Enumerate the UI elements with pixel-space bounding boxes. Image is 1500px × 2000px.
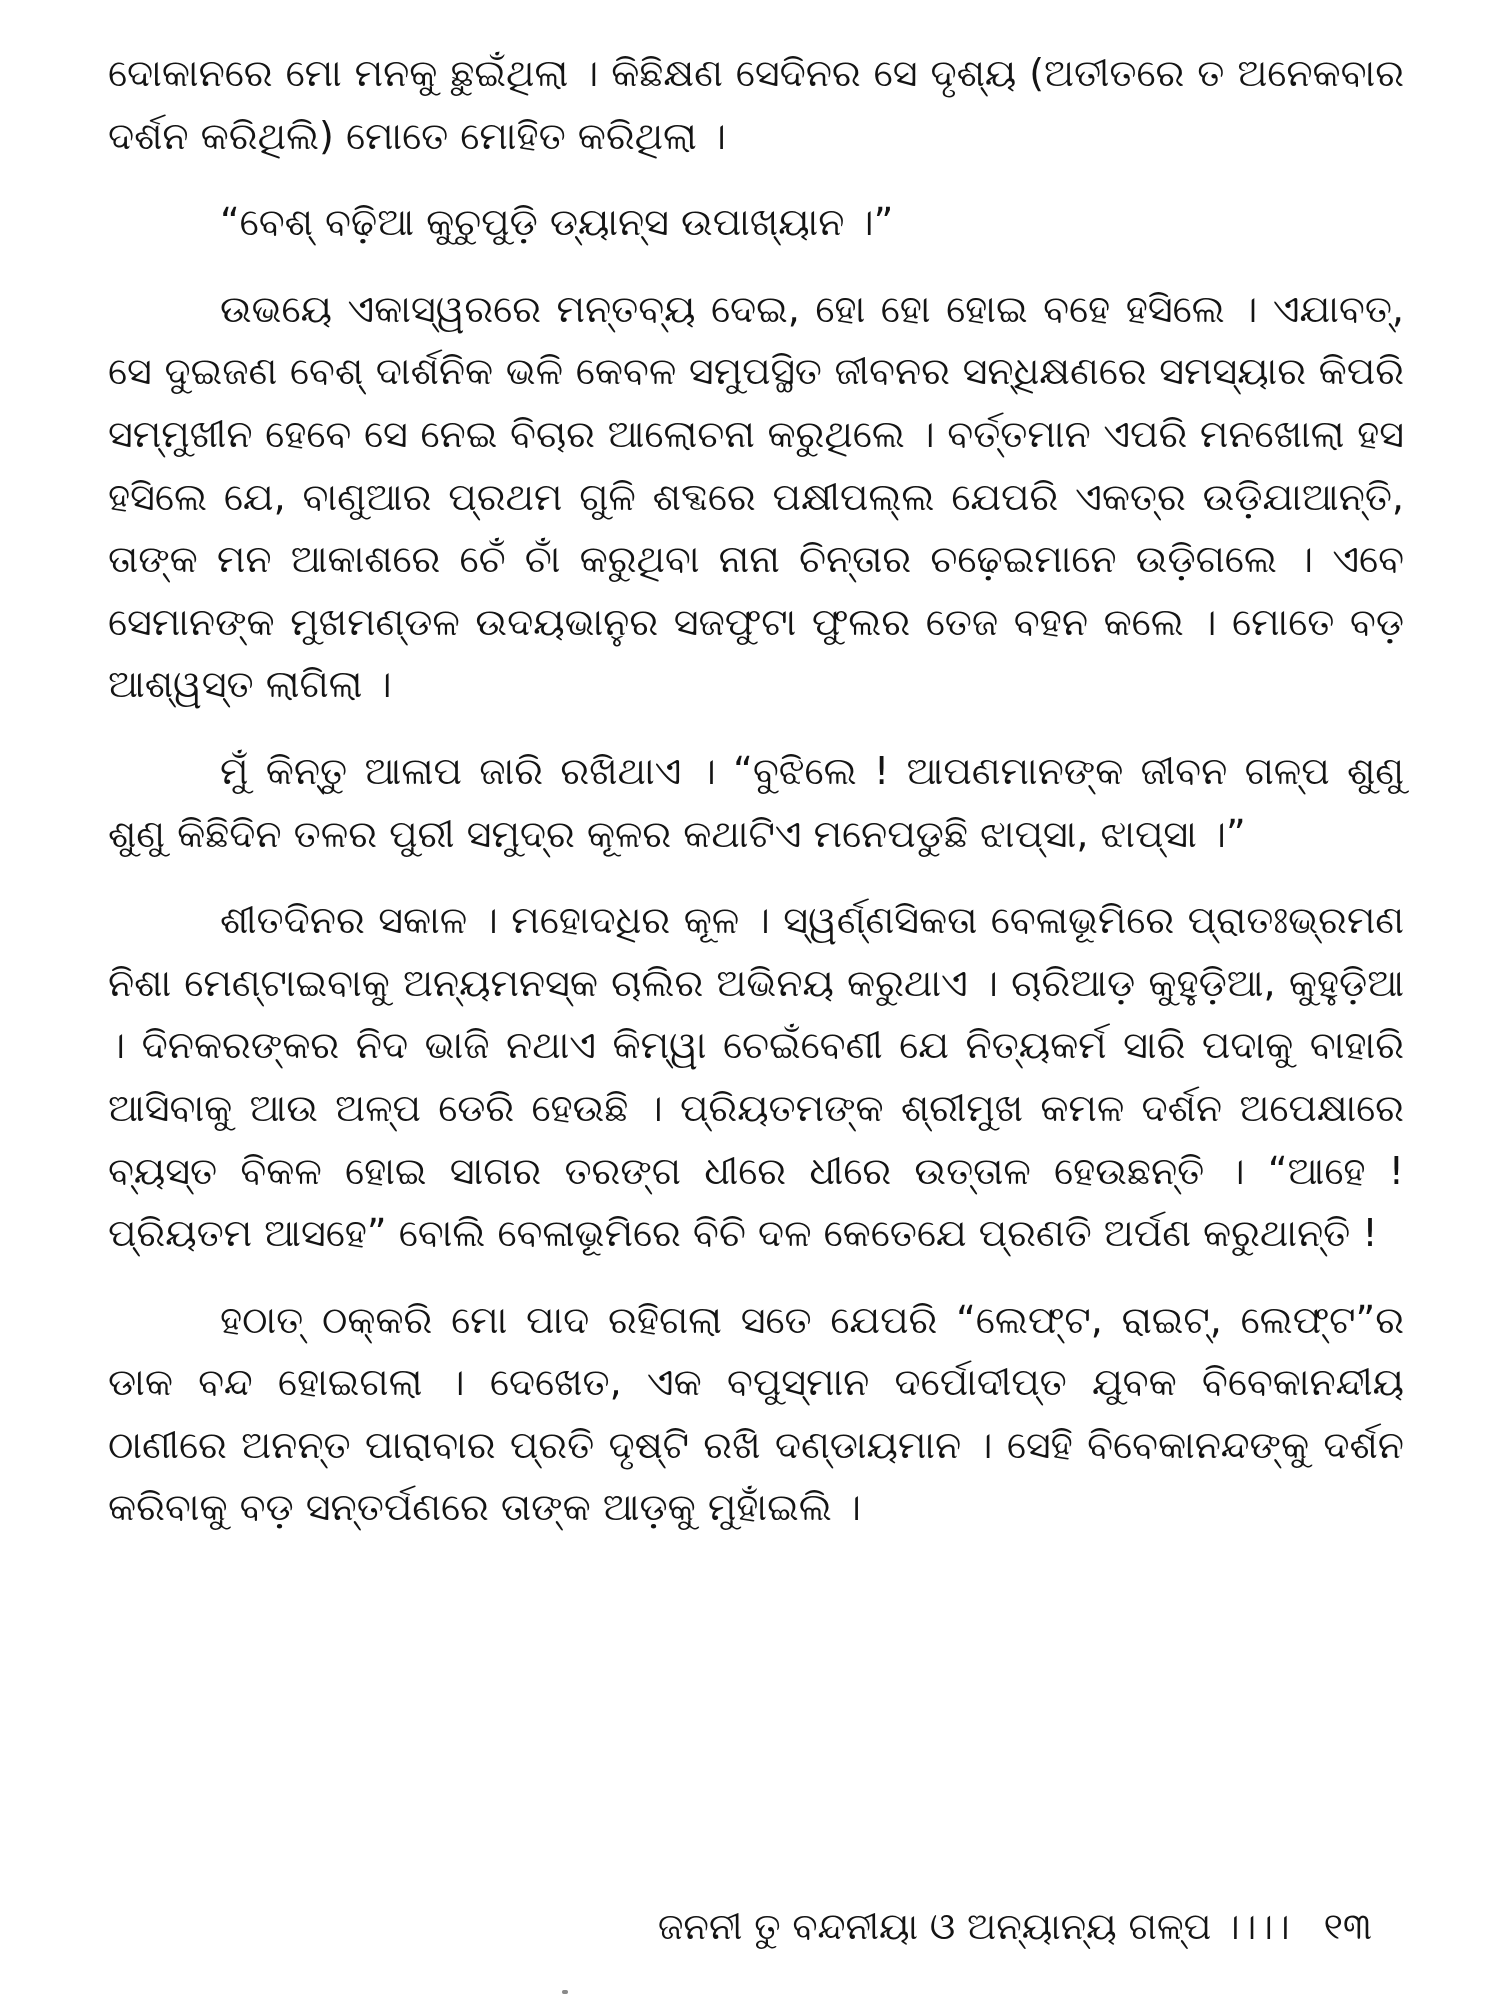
paragraph-2: “ବେଶ୍ ବଢ଼ିଆ କୁଚୁପୁଡ଼ି ଡ୍ୟାନ୍ସ ଉପାଖ୍ୟାନ ।” xyxy=(220,200,894,245)
paragraph-1: ଦୋକାନରେ ମୋ ମନକୁ ଛୁଇଁଥିଲା । କିଛିକ୍ଷଣ ସେଦିନର ସେ ଦୃଶ୍ୟ (ଅତୀତରେ ତ ଅନେକବାର ଦର୍ଶନ କରିଥିଲି) ମୋତେ ମୋହିତ କରିଥିଲା । xyxy=(108,51,1404,158)
body-text xyxy=(108,42,1404,1539)
paragraph-6: ହଠାତ୍ ଠକ୍‌କରି ମୋ ପାଦ ରହିଗଲା ସତେ ଯେପରି “ଲେଫ୍ଟ, ରାଇଟ୍, ଲେଫ୍ଟ”ର ଡାକ ବନ୍ଦ ହୋଇଗଲା । ଦେଖେତ, ଏକ ବପୁସ୍ମାନ ଦର୍ପୋଦୀପ୍ତ ଯୁବକ ବିବେକାନନ୍ଦୀୟ ଠାଣୀରେ ଅନନ୍ତ ପାରାବାର ପ୍ରତି ଦୃଷ୍ଟି ରଖି ଦଣ୍ଡାୟମାନ । ସେହି ବିବେକାନନ୍ଦଙ୍କୁ ଦର୍ଶନ କରିବାକୁ ବଡ଼ ସନ୍ତର୍ପଣରେ ତାଙ୍କ ଆଡ଼କୁ ମୁହାଁଇଲି । xyxy=(108,1297,1404,1530)
paragraph-3: ଉଭୟେ ଏକାସ୍ୱରରେ ମନ୍ତବ୍ୟ ଦେଇ, ହୋ ହୋ ହୋଇ ବହେ ହସିଲେ । ଏଯାବତ୍, ସେ ଦୁଇଜଣ ବେଶ୍ ଦାର୍ଶନିକ ଭଳି କେବଳ ସମୁପସ୍ଥିତ ଜୀବନର ସନ୍ଧିକ୍ଷଣରେ ସମସ୍ୟାର କିପରି ସମ୍ମୁଖୀନ ହେବେ ସେ ନେଇ ବିଚାର ଆଲୋଚନା କରୁଥିଲେ । ବର୍ତ୍ତମାନ ଏପରି ମନଖୋଲା ହସ ହସିଲେ ଯେ, ବାଣୁଆର ପ୍ରଥମ ଗୁଳି ଶବ୍ଦରେ ପକ୍ଷୀପଲ୍ଲ ଯେପରି ଏକତ୍ର ଉଡ଼ିଯାଆନ୍ତି, ତାଙ୍କ ମନ ଆକାଶରେ ଚେଁ ଚାଁ କରୁଥିବା ନାନା ଚିନ୍ତାର ଚଢ଼େଇମାନେ ଉଡ଼ିଗଲେ । ଏବେ ସେମାନଙ୍କ ମୁଖମଣ୍ଡଳ ଉଦୟଭାନୁର ସଜଫୁଟା ଫୁଲର ତେଜ ବହନ କଲେ । ମୋତେ ବଡ଼ ଆଶ୍ୱସ୍ତ ଲାଗିଲା । xyxy=(108,286,1404,707)
paragraph-5: ଶୀତଦିନର ସକାଳ । ମହୋଦଧିର କୂଳ । ସ୍ୱର୍ଣ୍ଣସିକତା ବେଳାଭୂମିରେ ପ୍ରାତଃଭ୍ରମଣ ନିଶା ମେଣ୍ଟାଇବାକୁ ଅନ୍ୟମନସ୍କ ଚାଲିର ଅଭିନୟ କରୁଥାଏ । ଚାରିଆଡ଼ କୁହୁଡ଼ିଆ, କୁହୁଡ଼ିଆ । ଦିନକରଙ୍କର ନିଦ ଭାଜି ନଥାଏ କିମ୍ୱା ଚେଇଁବେଣୀ ଯେ ନିତ୍ୟକର୍ମ ସାରି ପଦାକୁ ବାହାରି ଆସିବାକୁ ଆଉ ଅଳ୍ପ ଡେରି ହେଉଛି । ପ୍ରିୟତମଙ୍କ ଶ୍ରୀମୁଖ କମଳ ଦର୍ଶନ ଅପେକ୍ଷାରେ ବ୍ୟସ୍ତ ବିକଳ ହୋଇ ସାଗର ତରଙ୍ଗ ଧୀରେ ଧୀରେ ଉତ୍ତାଳ ହେଉଛନ୍ତି । “ଆହେ ! ପ୍ରିୟତମ ଆସହେ” ବୋଲି ବେଳାଭୂମିରେ ବିଚି ଦଳ କେତେଯେ ପ୍ରଣତି ଅର୍ପଣ କରୁଥାନ୍ତି ! xyxy=(108,898,1404,1256)
paragraph-4: ମୁଁ କିନ୍ତୁ ଆଳାପ ଜାରି ରଖିଥାଏ । “ବୁଝିଲେ ! ଆପଣମାନଙ୍କ ଜୀବନ ଗଳ୍ପ ଶୁଣୁ ଶୁଣୁ କିଛିଦିନ ତଳର ପୁରୀ ସମୁଦ୍ର କୂଳର କଥାଟିଏ ମନେପଡୁଛି ଝାପ୍‌ସା, ଝାପ୍‌ସା ।” xyxy=(108,748,1404,856)
ink-speck xyxy=(562,1990,568,1994)
page-number: ୧୩ xyxy=(1323,1905,1372,1948)
footer-book-title: ଜନନୀ ତୁ ବନ୍ଦନୀୟା ଓ ଅନ୍ୟାନ୍ୟ ଗଳ୍ପ ।।।। xyxy=(657,1905,1290,1948)
page-footer xyxy=(658,1902,1372,1952)
